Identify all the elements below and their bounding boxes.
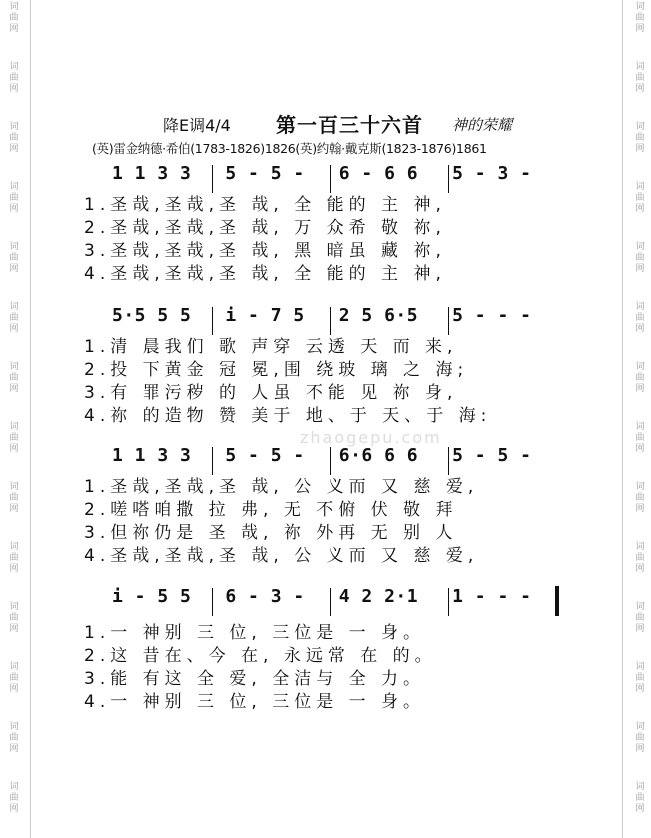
notation-line: 5·5 5 5 i - 7 5 2 5 6·5 5 - - - — [112, 305, 532, 326]
bar-line — [448, 447, 449, 475]
lyric-verse-1: 1.圣哉,圣哉,圣 哉, 公 义而 又 慈 爱, — [84, 477, 479, 497]
bar-line — [212, 588, 213, 616]
lyric-verse-2: 2.圣哉,圣哉,圣 哉, 万 众希 敬 祢, — [84, 218, 446, 238]
lyric-verse-3: 3.圣哉,圣哉,圣 哉, 黑 暗虽 藏 祢, — [84, 241, 446, 261]
bar-line — [448, 588, 449, 616]
side-watermark-text: 词曲网 — [9, 782, 19, 814]
bar-line — [330, 165, 331, 193]
lyric-verse-1: 1.一 神别 三 位, 三位是 一 身。 — [84, 623, 426, 643]
bar-line — [212, 165, 213, 193]
lyric-verse-3: 3.能 有这 全 爱, 全洁与 全 力。 — [84, 669, 426, 689]
side-watermark-text: 词曲网 — [9, 242, 19, 274]
lyric-verse-4: 4.祢 的造物 赞 美于 地、于 天、于 海: — [84, 406, 492, 426]
side-watermark-text: 词曲网 — [9, 722, 19, 754]
bar-line — [330, 447, 331, 475]
side-watermark-text: 词曲网 — [635, 722, 645, 754]
music-system-4 — [80, 586, 600, 712]
hymn-subtitle: 神的荣耀 — [452, 116, 513, 134]
side-watermark-text: 词曲网 — [9, 302, 19, 334]
side-watermark-text: 词曲网 — [9, 662, 19, 694]
side-watermark-text: 词曲网 — [9, 2, 19, 34]
lyric-verse-2: 2.投 下黄金 冠 冕,围 绕玻 璃 之 海; — [84, 360, 469, 380]
side-watermark-text: 词曲网 — [9, 122, 19, 154]
lyric-verse-4: 4.一 神别 三 位, 三位是 一 身。 — [84, 692, 426, 712]
bar-line — [330, 588, 331, 616]
lyric-verse-2: 2.嗟嗒咱撒 拉 弗, 无 不俯 伏 敬 拜 — [84, 500, 458, 520]
side-watermark-text: 词曲网 — [9, 542, 19, 574]
side-watermark-text: 词曲网 — [635, 602, 645, 634]
bar-line — [212, 307, 213, 335]
side-watermark-text: 词曲网 — [635, 362, 645, 394]
notation-line: 1 1 3 3 5 - 5 - 6·6 6 6 5 - 5 - — [112, 445, 532, 466]
side-watermark-text: 词曲网 — [635, 62, 645, 94]
music-system-3 — [80, 445, 600, 565]
hymn-number-title: 第一百三十六首 — [276, 113, 423, 137]
center-watermark: zhaogepu.com — [300, 428, 442, 447]
bar-line — [330, 307, 331, 335]
lyric-verse-3: 3.有 罪污秽 的 人虽 不能 见 祢 身, — [84, 383, 458, 403]
side-watermark-text: 词曲网 — [9, 602, 19, 634]
notation-line: 1 1 3 3 5 - 5 - 6 - 6 6 5 - 3 - — [112, 163, 532, 184]
side-watermark-text: 词曲网 — [635, 2, 645, 34]
side-watermark-text: 词曲网 — [635, 782, 645, 814]
side-watermark-text: 词曲网 — [635, 662, 645, 694]
side-watermark-text: 词曲网 — [635, 122, 645, 154]
lyric-verse-1: 1.圣哉,圣哉,圣 哉, 全 能的 主 神, — [84, 195, 446, 215]
final-bar-line — [555, 586, 559, 616]
music-system-2 — [80, 305, 600, 425]
bar-line — [212, 447, 213, 475]
lyric-verse-2: 2.这 昔在、今 在, 永远常 在 的。 — [84, 646, 437, 666]
side-watermark-text: 词曲网 — [9, 482, 19, 514]
side-watermark-text: 词曲网 — [9, 362, 19, 394]
lyric-verse-4: 4.圣哉,圣哉,圣 哉, 公 义而 又 慈 爱, — [84, 546, 479, 566]
notation-line: i - 5 5 6 - 3 - 4 2 2·1 1 - - - — [112, 586, 532, 607]
author-credits: (英)雷金纳德·希伯(1783-1826)1826(英)约翰·戴克斯(1823-1876)1861 — [92, 141, 487, 156]
lyric-verse-4: 4.圣哉,圣哉,圣 哉, 全 能的 主 神, — [84, 264, 446, 284]
side-watermark-text: 词曲网 — [9, 422, 19, 454]
lyric-verse-3: 3.但祢仍是 圣 哉, 祢 外再 无 别 人 — [84, 523, 458, 543]
side-watermark-text: 词曲网 — [635, 242, 645, 274]
bar-line — [448, 165, 449, 193]
side-watermark-text: 词曲网 — [9, 62, 19, 94]
bar-line — [448, 307, 449, 335]
side-watermark-text: 词曲网 — [635, 482, 645, 514]
side-watermark-text: 词曲网 — [635, 302, 645, 334]
key-signature: 降E调4/4 — [163, 116, 231, 135]
music-system-1 — [80, 163, 600, 283]
side-watermark-text: 词曲网 — [635, 542, 645, 574]
lyric-verse-1: 1.清 晨我们 歌 声穿 云透 天 而 来, — [84, 337, 458, 357]
side-watermark-text: 词曲网 — [9, 182, 19, 214]
side-watermark-text: 词曲网 — [635, 182, 645, 214]
side-watermark-text: 词曲网 — [635, 422, 645, 454]
